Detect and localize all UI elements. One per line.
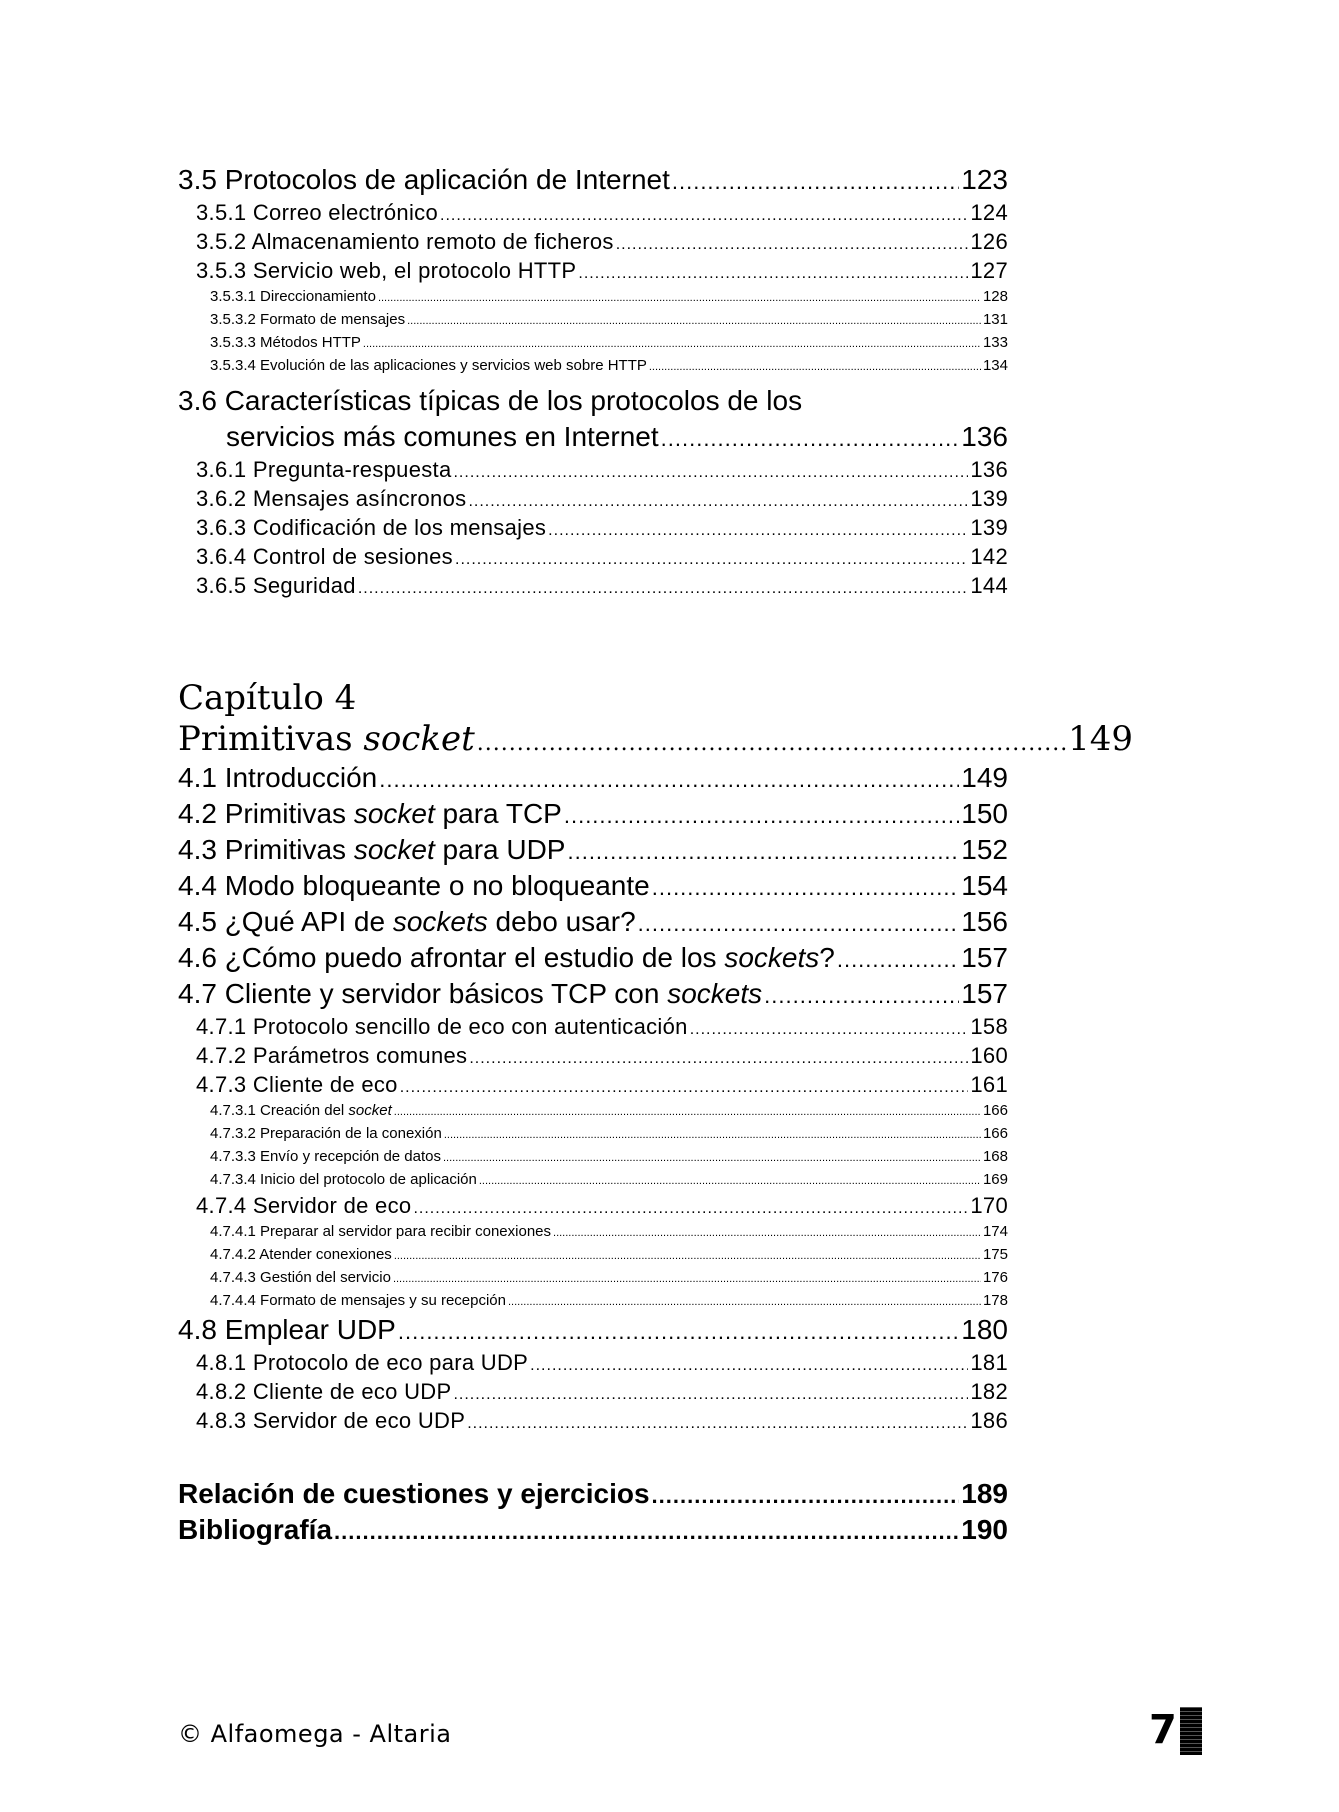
toc-entry-4-7-4-2[interactable]	[178, 1243, 1008, 1266]
dot-leader	[413, 1194, 968, 1223]
toc-entry-exercises[interactable]	[178, 1476, 1008, 1512]
toc-entry-page: 142	[970, 544, 1008, 569]
toc-entry-3-5[interactable]	[178, 162, 1008, 198]
dot-leader	[468, 487, 968, 516]
dot-leader	[837, 942, 959, 978]
dot-leader	[652, 870, 960, 906]
toc-entry-4-3[interactable]	[178, 832, 1008, 868]
toc-entry-4-2[interactable]	[178, 796, 1008, 832]
toc-entry-4-1[interactable]	[178, 760, 1008, 796]
toc-entry-4-7-3[interactable]	[178, 1070, 1008, 1099]
toc-entry-3-6-3[interactable]	[178, 513, 1008, 542]
toc-entry-title: 3.5.3.3 Métodos HTTP	[210, 334, 361, 351]
dot-leader	[455, 545, 968, 574]
toc-entry-4-7-4-3[interactable]	[178, 1266, 1008, 1289]
dot-leader	[649, 356, 981, 379]
dot-leader	[363, 333, 981, 356]
toc-entry-4-4[interactable]	[178, 868, 1008, 904]
toc-entry-4-8[interactable]	[178, 1312, 1008, 1348]
dot-leader	[661, 421, 960, 457]
toc-entry-4-8-1[interactable]	[178, 1348, 1008, 1377]
toc-entry-3-6-4[interactable]	[178, 542, 1008, 571]
toc-entry-title: 3.5.1 Correo electrónico	[196, 200, 438, 225]
toc-entry-title: 4.7.4.1 Preparar al servidor para recibir conexiones	[210, 1223, 552, 1240]
toc-entry-title: 4.7 Cliente y servidor básicos TCP con sockets	[178, 978, 763, 1009]
dot-leader	[479, 1170, 981, 1193]
toc-entry-page: 166	[982, 1125, 1008, 1142]
toc-entry-title: 4.8.3 Servidor de eco UDP	[196, 1408, 466, 1433]
dot-leader	[672, 164, 959, 200]
toc-entry-4-7[interactable]	[178, 976, 1008, 1012]
toc-entry-4-7-1[interactable]	[178, 1012, 1008, 1041]
toc-entry-title: 3.6.5 Seguridad	[196, 573, 356, 598]
toc-entry-4-8-3[interactable]	[178, 1406, 1008, 1435]
toc-entry-title: 3.5.3 Servicio web, el protocolo HTTP	[196, 258, 577, 283]
toc-entry-4-6[interactable]	[178, 940, 1008, 976]
toc-entry-page: 169	[982, 1171, 1008, 1188]
dot-leader	[393, 1268, 981, 1291]
toc-entry-3-5-1[interactable]	[178, 198, 1008, 227]
copyright-footer: © Alfaomega - Altaria	[178, 1720, 452, 1748]
toc-entry-page: 182	[970, 1379, 1008, 1404]
toc-entry-4-7-4-4[interactable]	[178, 1289, 1008, 1312]
toc-entry-chapter-4[interactable]	[178, 718, 1133, 760]
toc-entry-4-7-3-2[interactable]	[178, 1122, 1008, 1145]
toc-entry-title: 3.5.3.4 Evolución de las aplicaciones y servicios web sobre HTTP	[210, 357, 647, 374]
toc-entry-page: 134	[982, 357, 1008, 374]
toc-entry-page: 176	[982, 1269, 1008, 1286]
toc-entry-page: 189	[961, 1478, 1008, 1509]
toc-entry-page: 175	[982, 1246, 1008, 1263]
toc-entry-3-5-3-2[interactable]	[178, 308, 1008, 331]
dot-leader	[444, 1124, 981, 1147]
toc-entry-title: Relación de cuestiones y ejercicios	[178, 1478, 650, 1509]
dot-leader	[379, 762, 959, 798]
toc-entry-3-6-line1[interactable]	[178, 383, 1008, 419]
toc-entry-page: 181	[970, 1350, 1008, 1375]
toc-entry-page: 123	[961, 164, 1008, 195]
toc-entry-3-5-3-4[interactable]	[178, 354, 1008, 377]
toc-entry-3-6-5[interactable]	[178, 571, 1008, 600]
toc-entry-title: 4.8.1 Protocolo de eco para UDP	[196, 1350, 529, 1375]
toc-entry-page: 139	[970, 515, 1008, 540]
toc-entry-page: 174	[982, 1223, 1008, 1240]
toc-entry-page: 186	[970, 1408, 1008, 1433]
toc-entry-4-7-4-1[interactable]	[178, 1220, 1008, 1243]
toc-entry-4-5[interactable]	[178, 904, 1008, 940]
dot-leader	[394, 1245, 981, 1268]
toc-entry-title: 3.6 Características típicas de los protocolos de los	[178, 385, 803, 416]
toc-entry-title: 4.7.3.4 Inicio del protocolo de aplicación	[210, 1171, 477, 1188]
toc-entry-title: 4.8 Emplear UDP	[178, 1314, 396, 1345]
toc-entry-title: 3.5.3.2 Formato de mensajes	[210, 311, 406, 328]
dot-leader	[400, 1073, 969, 1102]
toc-chapter-4-contents	[178, 760, 1008, 1435]
toc-entry-page: 157	[961, 942, 1008, 973]
toc-entry-page: 158	[970, 1014, 1008, 1039]
toc-entry-4-7-3-3[interactable]	[178, 1145, 1008, 1168]
toc-entry-3-5-2[interactable]	[178, 227, 1008, 256]
toc-entry-page: 156	[961, 906, 1008, 937]
toc-entry-page: 126	[970, 229, 1008, 254]
dot-leader	[358, 574, 969, 603]
dot-leader	[578, 259, 968, 288]
toc-entry-4-7-4[interactable]	[178, 1191, 1008, 1220]
toc-entry-title: 4.7.3.3 Envío y recepción de datos	[210, 1148, 441, 1165]
toc-entry-title: servicios más comunes en Internet	[226, 421, 659, 452]
toc-entry-page: 168	[982, 1148, 1008, 1165]
toc-entry-title: 4.7.3.1 Creación del socket	[210, 1102, 392, 1119]
toc-entry-4-7-3-4[interactable]	[178, 1168, 1008, 1191]
toc-entry-title: 3.5 Protocolos de aplicación de Internet	[178, 164, 670, 195]
toc-entry-title: 4.7.4.2 Atender conexiones	[210, 1246, 392, 1263]
dot-leader	[652, 1478, 960, 1514]
toc-entry-page: 136	[961, 421, 1008, 452]
toc-entry-title: 3.6.2 Mensajes asíncronos	[196, 486, 467, 511]
toc-entry-4-7-2[interactable]	[178, 1041, 1008, 1070]
toc-entry-page: 160	[970, 1043, 1008, 1068]
dot-leader	[548, 516, 968, 545]
toc-entry-3-6-2[interactable]	[178, 484, 1008, 513]
toc-entry-page: 157	[961, 978, 1008, 1009]
toc-entry-title: 4.6 ¿Cómo puedo afrontar el estudio de los sockets?	[178, 942, 835, 973]
toc-entry-page: 178	[982, 1292, 1008, 1309]
toc-entry-3-5-3-1[interactable]	[178, 285, 1008, 308]
toc-entry-title: 4.7.4 Servidor de eco	[196, 1193, 412, 1218]
toc-entry-page: 161	[970, 1072, 1008, 1097]
dot-leader	[508, 1291, 981, 1314]
toc-entry-page: 190	[961, 1514, 1008, 1545]
dot-leader	[469, 1044, 968, 1073]
dot-leader	[638, 906, 960, 942]
dot-leader	[616, 230, 969, 259]
dot-leader	[378, 287, 981, 310]
toc-entry-page: 149	[961, 762, 1008, 793]
toc-entry-3-5-3-3[interactable]	[178, 331, 1008, 354]
toc-entry-title: 4.1 Introducción	[178, 762, 378, 793]
toc-entry-title: 3.5.2 Almacenamiento remoto de ficheros	[196, 229, 614, 254]
toc-entry-3-5-3[interactable]	[178, 256, 1008, 285]
toc-entry-4-8-2[interactable]	[178, 1377, 1008, 1406]
toc-entry-title: 4.8.2 Cliente de eco UDP	[196, 1379, 452, 1404]
dot-leader	[764, 978, 959, 1014]
toc-entry-title: Bibliografía	[178, 1514, 333, 1545]
dot-leader	[553, 1222, 981, 1245]
toc-section-3-5	[178, 162, 1008, 600]
toc-entry-page: 170	[970, 1193, 1008, 1218]
toc-entry-page: 180	[961, 1314, 1008, 1345]
dot-leader	[690, 1015, 969, 1044]
dot-leader	[407, 310, 981, 333]
dot-leader	[440, 201, 968, 230]
toc-entry-page: 149	[1068, 719, 1133, 759]
dot-leader	[443, 1147, 981, 1170]
toc-entry-title: 3.6.4 Control de sesiones	[196, 544, 453, 569]
toc-entry-page: 136	[970, 457, 1008, 482]
dot-leader	[398, 1314, 959, 1350]
dot-leader	[564, 798, 959, 834]
toc-entry-page: 128	[982, 288, 1008, 305]
page-number: 7	[1149, 1707, 1177, 1753]
dot-leader	[467, 1409, 968, 1438]
toc-entry-bibliography[interactable]	[178, 1512, 1008, 1548]
toc-entry-title: 4.7.4.3 Gestión del servicio	[210, 1269, 391, 1286]
toc-entry-page: 127	[970, 258, 1008, 283]
toc-entry-title: 3.5.3.1 Direccionamiento	[210, 288, 376, 305]
toc-entry-title: 4.4 Modo bloqueante o no bloqueante	[178, 870, 650, 901]
toc-entry-page: 152	[961, 834, 1008, 865]
dot-leader	[453, 458, 968, 487]
toc-entry-title: 4.3 Primitivas socket para UDP	[178, 834, 566, 865]
dot-leader	[530, 1351, 968, 1380]
dot-leader	[334, 1514, 959, 1550]
toc-entry-page: 133	[982, 334, 1008, 351]
toc-entry-title: 4.7.3.2 Preparación de la conexión	[210, 1125, 442, 1142]
toc-entry-page: 154	[961, 870, 1008, 901]
toc-entry-title: 4.7.4.4 Formato de mensajes y su recepción	[210, 1292, 506, 1309]
dot-leader	[477, 723, 1066, 765]
toc-entry-3-6-1[interactable]	[178, 455, 1008, 484]
toc-entry-title: 4.5 ¿Qué API de sockets debo usar?	[178, 906, 636, 937]
toc-backmatter	[178, 1476, 1008, 1548]
toc-entry-title: 4.7.1 Protocolo sencillo de eco con autenticación	[196, 1014, 688, 1039]
dot-leader	[567, 834, 959, 870]
toc-entry-title: 4.2 Primitivas socket para TCP	[178, 798, 562, 829]
toc-entry-page: 166	[982, 1102, 1008, 1119]
toc-entry-page: 131	[982, 311, 1008, 328]
toc-entry-4-7-3-1[interactable]	[178, 1099, 1008, 1122]
page-marker-bar	[1180, 1707, 1202, 1755]
toc-entry-page: 124	[970, 200, 1008, 225]
toc-entry-title: 4.7.3 Cliente de eco	[196, 1072, 398, 1097]
dot-leader	[394, 1101, 981, 1124]
toc-entry-title: 3.6.1 Pregunta-respuesta	[196, 457, 452, 482]
toc-entry-3-6[interactable]	[178, 419, 1008, 455]
toc-entry-title: 4.7.2 Parámetros comunes	[196, 1043, 468, 1068]
toc-entry-page: 139	[970, 486, 1008, 511]
dot-leader	[453, 1380, 968, 1409]
chapter-label: Capítulo 4	[178, 678, 357, 718]
toc-entry-page: 144	[970, 573, 1008, 598]
toc-entry-page: 150	[961, 798, 1008, 829]
toc-entry-title: 3.6.3 Codificación de los mensajes	[196, 515, 547, 540]
chapter-title: Primitivas socket	[178, 719, 475, 759]
